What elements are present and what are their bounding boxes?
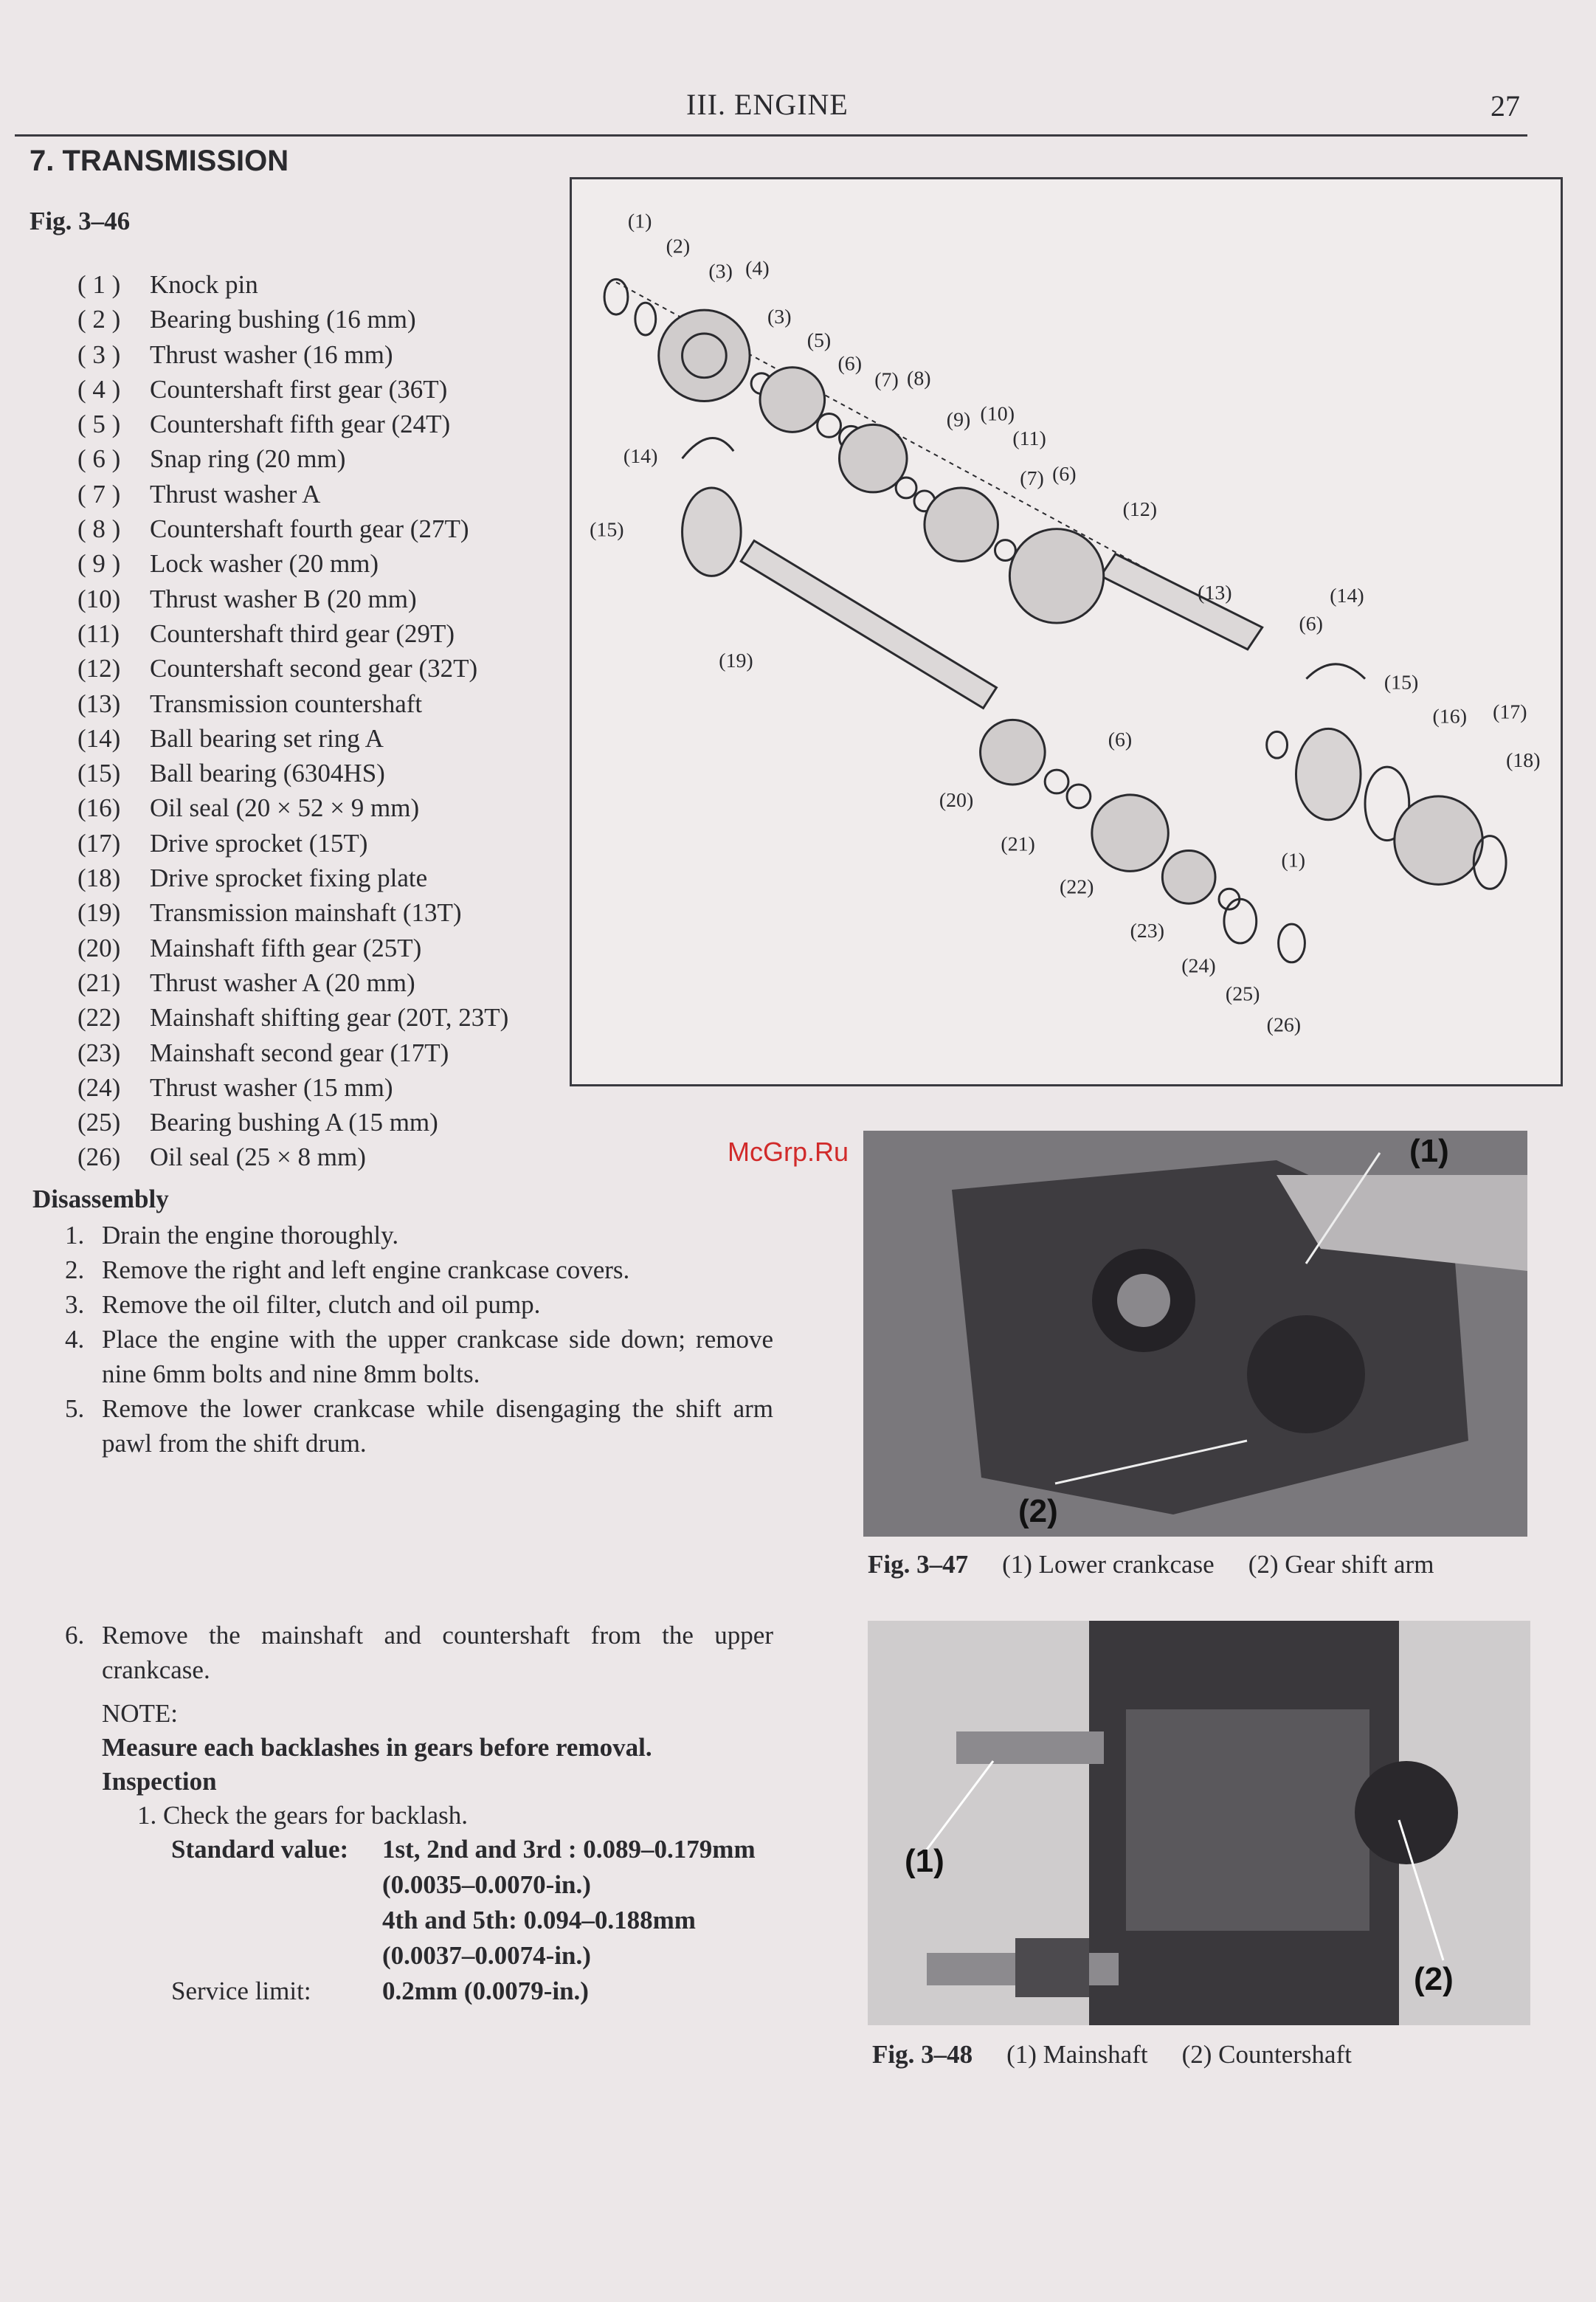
list-item: [65, 1618, 773, 1687]
part-name: Mainshaft second gear (17T): [150, 1038, 449, 1067]
list-item: [77, 511, 508, 546]
svg-text:(5): (5): [806, 328, 832, 352]
svg-text:(10): (10): [980, 402, 1015, 426]
page-number: 27: [1490, 89, 1520, 123]
list-item: [65, 1391, 773, 1461]
part-number: (23): [77, 1038, 121, 1067]
part-name: Oil seal (25 × 8 mm): [150, 1143, 366, 1172]
part-number: (14): [77, 723, 121, 753]
list-item: [77, 441, 508, 476]
svg-text:(25): (25): [1225, 982, 1260, 1006]
list-item: [77, 790, 508, 825]
list-item: [77, 861, 508, 895]
part-name: Drive sprocket (15T): [150, 828, 368, 858]
svg-text:(6): (6): [1052, 463, 1077, 486]
svg-text:(6): (6): [1299, 613, 1323, 636]
step-number: 3.: [65, 1290, 85, 1319]
standard-value: (0.0035–0.0070-in.): [382, 1870, 591, 1899]
disassembly-heading: Disassembly: [32, 1185, 169, 1213]
step-text: Remove the right and left engine crankcase covers.: [102, 1255, 630, 1284]
part-number: (13): [77, 689, 121, 718]
part-number: (11): [77, 618, 120, 648]
svg-text:(24): (24): [1181, 954, 1216, 978]
part-name: Transmission countershaft: [150, 689, 423, 718]
note-heading: NOTE:: [102, 1699, 179, 1728]
service-limit-label: Service limit:: [171, 1977, 311, 2005]
list-item: [77, 302, 508, 337]
svg-text:(7): (7): [874, 368, 899, 392]
step-text: Place the engine with the upper crankcase side down; remove nine 6mm bolts and nine 8mm bolts.: [102, 1325, 773, 1388]
part-number: (24): [77, 1072, 121, 1102]
figure-label: Fig. 3–48: [872, 2040, 973, 2069]
figure-3-47-caption: [868, 1550, 1434, 1579]
step-number: 4.: [65, 1325, 85, 1354]
part-number: ( 5 ): [77, 410, 121, 439]
part-name: Countershaft fourth gear (27T): [150, 514, 469, 544]
part-name: Oil seal (20 × 52 × 9 mm): [150, 793, 420, 823]
svg-text:(1): (1): [1281, 849, 1306, 872]
part-number: (10): [77, 584, 121, 613]
part-number: ( 4 ): [77, 374, 121, 404]
svg-text:(21): (21): [1001, 833, 1035, 856]
part-name: Transmission mainshaft (13T): [150, 898, 462, 928]
standard-value: (0.0037–0.0074-in.): [382, 1941, 591, 1970]
watermark: McGrp.Ru: [728, 1137, 849, 1167]
list-item: [77, 267, 508, 302]
list-item: [77, 686, 508, 721]
list-item: [77, 337, 508, 372]
part-name: Countershaft second gear (32T): [150, 654, 478, 683]
svg-text:(15): (15): [1383, 671, 1419, 695]
part-number: (16): [77, 793, 121, 823]
part-number: ( 2 ): [77, 305, 121, 334]
list-item: [77, 1035, 508, 1070]
svg-text:(1): (1): [627, 210, 652, 233]
svg-text:(17): (17): [1493, 700, 1527, 724]
svg-text:(11): (11): [1012, 427, 1046, 451]
step-number: 6.: [65, 1621, 85, 1650]
photo-mainshaft-countershaft: [868, 1621, 1530, 2025]
part-name: Countershaft first gear (36T): [150, 374, 448, 404]
svg-text:(19): (19): [719, 649, 753, 672]
svg-text:(22): (22): [1060, 875, 1094, 899]
shafts-photo-illustration: [868, 1621, 1530, 2025]
list-item: [77, 1105, 508, 1140]
list-item: [65, 1287, 773, 1322]
part-name: Thrust washer A: [150, 479, 321, 509]
part-number: (12): [77, 654, 121, 683]
svg-text:(8): (8): [907, 367, 931, 390]
part-number: (25): [77, 1108, 121, 1137]
list-item: [77, 651, 508, 686]
step-number: 5.: [65, 1394, 85, 1423]
part-name: Bearing bushing (16 mm): [150, 305, 416, 334]
part-number: ( 7 ): [77, 479, 121, 509]
list-item: [77, 756, 508, 790]
caption-item: (2) Gear shift arm: [1248, 1550, 1434, 1579]
list-item: [77, 616, 508, 651]
part-number: (18): [77, 864, 121, 893]
parts-list: [77, 267, 508, 1175]
svg-text:(14): (14): [623, 445, 658, 469]
part-number: (26): [77, 1143, 121, 1172]
svg-text:(18): (18): [1506, 749, 1541, 773]
part-number: ( 3 ): [77, 340, 121, 369]
part-name: Bearing bushing A (15 mm): [150, 1108, 438, 1137]
list-item: [77, 826, 508, 861]
part-number: (19): [77, 898, 121, 928]
figure-label: Fig. 3–47: [868, 1550, 969, 1579]
inspection-step: 1. Check the gears for backlash.: [137, 1801, 469, 1830]
step-number: 2.: [65, 1255, 85, 1284]
list-item: [77, 721, 508, 756]
list-item: [77, 1140, 508, 1174]
svg-text:(26): (26): [1266, 1013, 1302, 1037]
part-name: Thrust washer (15 mm): [150, 1072, 393, 1102]
list-item: [77, 372, 508, 407]
callout-2: (2): [1018, 1493, 1058, 1529]
figure-3-48-caption: [872, 2040, 1352, 2070]
exploded-diagram: [570, 177, 1563, 1086]
svg-text:(7): (7): [1020, 466, 1044, 490]
part-name: Countershaft third gear (29T): [150, 618, 455, 648]
list-item: [65, 1218, 773, 1252]
part-name: Ball bearing set ring A: [150, 723, 384, 753]
list-item: [65, 1322, 773, 1391]
callout-1: (1): [905, 1843, 944, 1879]
callout-1: (1): [1409, 1133, 1449, 1169]
svg-text:(12): (12): [1122, 497, 1158, 521]
step-number: 1.: [65, 1221, 85, 1250]
figure-3-46-label: Fig. 3–46: [30, 207, 131, 235]
svg-text:(9): (9): [946, 408, 971, 432]
part-number: (22): [77, 1003, 121, 1033]
list-item: [65, 1252, 773, 1287]
callout-2: (2): [1414, 1961, 1454, 1997]
part-number: ( 9 ): [77, 549, 121, 579]
step-text: Drain the engine thoroughly.: [102, 1221, 399, 1250]
part-name: Snap ring (20 mm): [150, 444, 346, 474]
svg-text:(15): (15): [590, 518, 624, 542]
part-name: Thrust washer A (20 mm): [150, 968, 415, 997]
inspection-heading: Inspection: [102, 1767, 217, 1796]
list-item: [77, 1000, 508, 1035]
note-text: Measure each backlashes in gears before removal.: [102, 1733, 652, 1762]
step-text: Remove the lower crankcase while disengaging the shift arm pawl from the shift drum.: [102, 1394, 773, 1458]
svg-text:(3): (3): [767, 306, 792, 329]
caption-item: (1) Mainshaft: [1006, 2040, 1148, 2069]
part-number: (20): [77, 933, 121, 962]
part-name: Thrust washer (16 mm): [150, 340, 393, 369]
list-item: [77, 477, 508, 511]
part-name: Countershaft fifth gear (24T): [150, 410, 451, 439]
header-rule: [15, 134, 1527, 137]
svg-text:(23): (23): [1130, 919, 1164, 942]
list-item: [77, 407, 508, 441]
list-item: [77, 895, 508, 930]
svg-text:(6): (6): [1108, 728, 1133, 752]
part-name: Mainshaft fifth gear (25T): [150, 933, 422, 962]
crankcase-photo-illustration: [863, 1131, 1527, 1537]
standard-value: 1st, 2nd and 3rd : 0.089–0.179mm: [382, 1835, 756, 1864]
standard-value-label: Standard value:: [171, 1835, 349, 1864]
service-limit-value: 0.2mm (0.0079-in.): [382, 1977, 589, 2005]
svg-text:(6): (6): [837, 352, 863, 376]
part-number: ( 6 ): [77, 444, 121, 474]
running-header: III. ENGINE: [686, 88, 849, 121]
part-name: Mainshaft shifting gear (20T, 23T): [150, 1003, 509, 1033]
svg-text:(16): (16): [1432, 705, 1467, 728]
list-item: [77, 546, 508, 581]
svg-text:(2): (2): [666, 235, 691, 258]
caption-item: (2) Countershaft: [1181, 2040, 1352, 2069]
photo-lower-crankcase: [863, 1131, 1527, 1537]
caption-item: (1) Lower crankcase: [1002, 1550, 1215, 1579]
list-item: [77, 582, 508, 616]
part-name: Lock washer (20 mm): [150, 549, 379, 579]
list-item: [77, 931, 508, 965]
part-number: (21): [77, 968, 121, 997]
part-name: Thrust washer B (20 mm): [150, 584, 417, 613]
part-name: Ball bearing (6304HS): [150, 759, 385, 788]
part-name: Drive sprocket fixing plate: [150, 864, 428, 893]
list-item: [77, 965, 508, 1000]
part-number: ( 8 ): [77, 514, 121, 544]
part-number: (15): [77, 759, 121, 788]
list-item: [77, 1070, 508, 1105]
step-text: Remove the oil filter, clutch and oil pump.: [102, 1290, 541, 1319]
part-name: Knock pin: [150, 270, 258, 299]
svg-text:(20): (20): [939, 788, 974, 812]
svg-text:(13): (13): [1198, 582, 1232, 605]
part-number: ( 1 ): [77, 270, 121, 299]
svg-text:(14): (14): [1330, 585, 1364, 608]
part-number: (17): [77, 828, 121, 858]
standard-value: 4th and 5th: 0.094–0.188mm: [382, 1906, 696, 1934]
svg-text:(4): (4): [745, 257, 770, 280]
transmission-exploded-drawing: [572, 179, 1561, 1084]
svg-text:(3): (3): [708, 260, 733, 283]
step-text: Remove the mainshaft and countershaft from the upper crankcase.: [102, 1621, 773, 1684]
section-title: 7. TRANSMISSION: [30, 145, 289, 177]
disassembly-steps: [65, 1218, 773, 1461]
